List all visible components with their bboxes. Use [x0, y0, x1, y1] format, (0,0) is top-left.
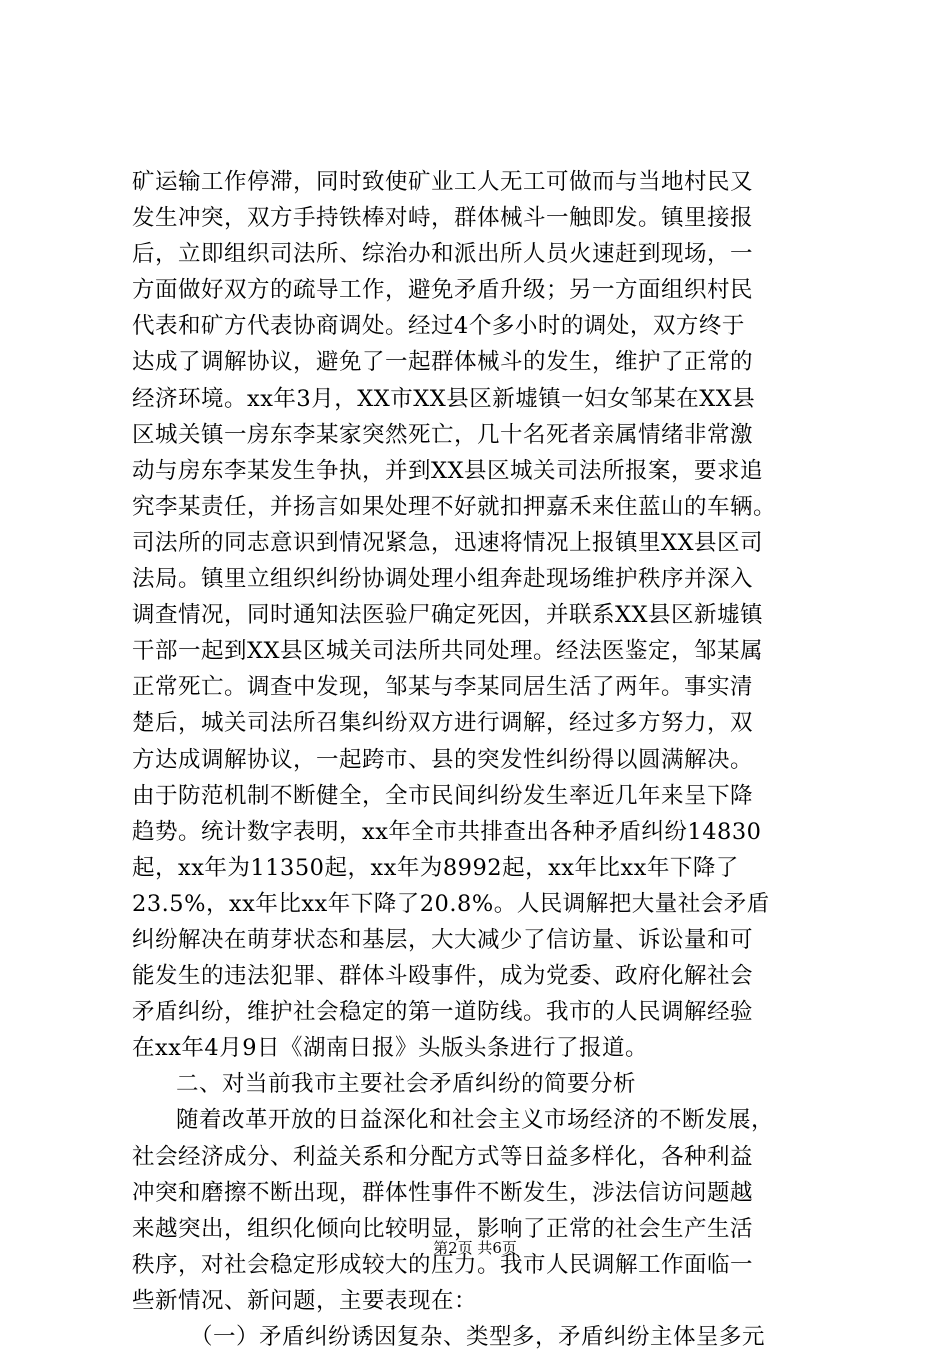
body-line: 调查情况，同时通知法医验尸确定死因，并联系XX县区新墟镇: [132, 602, 764, 629]
body-line: 司法所的同志意识到情况紧急，迅速将情况上报镇里XX县区司: [132, 529, 764, 556]
body-line: 达成了调解协议，避免了一起群体械斗的发生，维护了正常的: [132, 349, 754, 376]
body-line: 由于防范机制不断健全，全市民间纠纷发生率近几年来呈下降: [132, 782, 754, 809]
body-line: 矿运输工作停滞，同时致使矿业工人无工可做而与当地村民又: [132, 169, 754, 195]
body-line: 方面做好双方的疏导工作，避免矛盾升级；另一方面组织村民: [132, 277, 754, 304]
document-body: [132, 164, 822, 1355]
body-line: 23.5%，xx年比xx年下降了20.8%。人民调解把大量社会矛盾: [132, 890, 770, 917]
page-number-footer: 第2页 共6页: [433, 1239, 517, 1257]
body-line: 后，立即组织司法所、综治办和派出所人员火速赶到现场，一: [132, 241, 754, 268]
body-line: 正常死亡。调查中发现，邹某与李某同居生活了两年。事实清: [132, 674, 754, 701]
body-line: 纠纷解决在萌芽状态和基层，大大减少了信访量、诉讼量和可: [132, 926, 754, 953]
body-line: 动与房东李某发生争执，并到XX县区城关司法所报案，要求追: [132, 457, 764, 484]
body-line: 起，xx年为11350起，xx年为8992起，xx年比xx年下降了: [132, 854, 739, 881]
body-line: 楚后，城关司法所召集纠纷双方进行调解，经过多方努力，双: [132, 710, 754, 737]
section-heading: 二、对当前我市主要社会矛盾纠纷的简要分析: [176, 1071, 637, 1098]
body-line: 发生冲突，双方手持铁棒对峙，群体械斗一触即发。镇里接报: [132, 205, 754, 232]
paragraph-line: 随着改革开放的日益深化和社会主义市场经济的不断发展，: [176, 1107, 775, 1134]
body-line: 法局。镇里立组织纠纷协调处理小组奔赴现场维护秩序并深入: [132, 566, 754, 593]
body-line: 区城关镇一房东李某家突然死亡，几十名死者亲属情绪非常激: [132, 421, 754, 448]
body-line: 方达成调解协议，一起跨市、县的突发性纠纷得以圆满解决。: [132, 746, 754, 773]
subheading: （一）矛盾纠纷诱因复杂、类型多，矛盾纠纷主体呈多元: [190, 1324, 766, 1350]
body-line: 矛盾纠纷，维护社会稳定的第一道防线。我市的人民调解经验: [132, 999, 754, 1026]
body-line: 能发生的违法犯罪、群体斗殴事件，成为党委、政府化解社会: [132, 963, 754, 990]
body-line: 究李某责任，并扬言如果处理不好就扣押嘉禾来住蓝山的车辆。: [132, 493, 777, 520]
body-line: 干部一起到XX县区城关司法所共同处理。经法医鉴定，邹某属: [132, 638, 764, 665]
paragraph-line: 来越突出，组织化倾向比较明显，影响了正常的社会生产生活: [132, 1215, 754, 1242]
paragraph-line: 秩序，对社会稳定形成较大的压力。我市人民调解工作面临一: [132, 1251, 754, 1278]
paragraph-line: 社会经济成分、利益关系和分配方式等日益多样化，各种利益: [132, 1143, 754, 1170]
paragraph-line: 些新情况、新问题，主要表现在：: [132, 1287, 478, 1314]
paragraph-line: 冲突和磨擦不断出现，群体性事件不断发生，涉法信访问题越: [132, 1179, 754, 1206]
body-line: 在xx年4月9日《湖南日报》头版头条进行了报道。: [132, 1035, 649, 1062]
body-line: 经济环境。xx年3月，XX市XX县区新墟镇一妇女邹某在XX县: [132, 385, 756, 412]
body-line: 趋势。统计数字表明，xx年全市共排查出各种矛盾纠纷14830: [132, 818, 762, 845]
body-line: 代表和矿方代表协商调处。经过4个多小时的调处，双方终于: [132, 313, 745, 340]
